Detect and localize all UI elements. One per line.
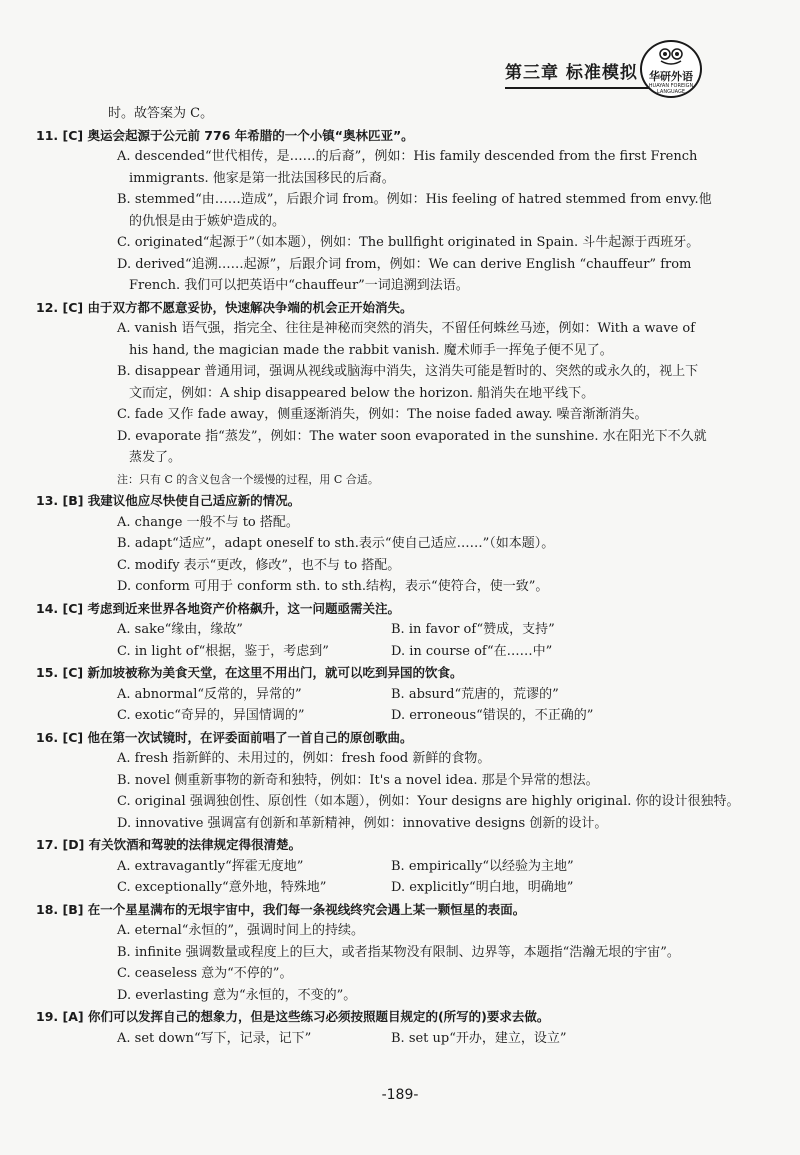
q16-option-c: C. original 强调独创性、原创性（如本题），例如：Your designs are highly original. 你的设计很独特。 (117, 794, 740, 809)
q14-options-row-1 (0, 619, 800, 641)
q12-note: 注：只有 C 的含义包含一个缓慢的过程，用 C 合适。 (117, 472, 379, 486)
page-number: -189- (381, 1087, 419, 1103)
q14-option-d: D. in course of“在……中” (391, 643, 553, 659)
q11-option-a-cont: immigrants. 他家是第一批法国移民的后裔。 (129, 170, 395, 186)
question-14-title: 14. [C] 考虑到近来世界各地资产价格飙升，这一问题亟需关注。 (36, 600, 400, 616)
q12-option-d-cont: 蒸发了。 (129, 450, 182, 465)
q18-option-d: D. everlasting 意为“永恒的，不变的”。 (117, 987, 357, 1003)
answer-explanations (0, 103, 800, 1049)
q16-option-d: D. innovative 强调富有创新和革新精神，例如：innovative designs 创新的设计。 (117, 815, 608, 831)
q15-option-a: A. abnormal“反常的，异常的” (117, 686, 302, 702)
q18-option-b: B. infinite 强调数量或程度上的巨大，或者指某物没有限制、边界等，本题指“浩瀚无垠的宇宙”。 (117, 944, 680, 960)
chapter-title: 第三章 标准模拟 (505, 63, 638, 83)
q13-option-a: A. change 一般不与 to 搭配。 (117, 514, 299, 530)
q11-option-c: C. originated“起源于”（如本题），例如：The bullfight originated in Spain. 斗牛起源于西班牙。 (117, 235, 700, 250)
logo-text: 华研外语 (649, 70, 693, 83)
q16-option-b: B. novel 侧重新事物的新奇和独特，例如：It's a novel idea. 那是个异常的想法。 (117, 772, 599, 788)
publisher-logo (640, 40, 702, 98)
q11-option-d-cont: French. 我们可以把英语中“chauffeur”一词追溯到法语。 (129, 278, 469, 293)
q19-option-a: A. set down“写下，记录，记下” (117, 1030, 312, 1046)
question-18-title: 18. [B] 在一个星星满布的无垠宇宙中，我们每一条视线终究会遇上某一颗恒星的表面。 (36, 901, 526, 917)
question-12-title: 12. [C] 由于双方都不愿意妥协，快速解决争端的机会正开始消失。 (36, 299, 413, 315)
q19-option-b: B. set up“开办，建立，设立” (391, 1030, 567, 1046)
q12-option-a-cont: his hand, the magician made the rabbit vanish. 魔术师手一挥兔子便不见了。 (129, 342, 613, 358)
q12-option-b-cont: 文而定，例如：A ship disappeared below the horizon. 船消失在地平线下。 (129, 385, 595, 401)
q11-option-d: D. derived“追溯……起源”，后跟介词 from，例如：We can derive English “chauffeur” from (117, 256, 692, 272)
q11-option-b: B. stemmed“由……造成”，后跟介词 from。例如：His feeling of hatred stemmed from envy.他 (117, 192, 712, 207)
q17-option-d: D. explicitly“明白地，明确地” (391, 880, 574, 895)
q13-option-b: B. adapt“适应”，adapt oneself to sth.表示“使自己适应……”（如本题）。 (117, 536, 555, 551)
q13-option-c: C. modify 表示“更改，修改”，也不与 to 搭配。 (117, 557, 401, 573)
q13-option-d: D. conform 可用于 conform sth. to sth.结构，表示“使符合，使一致”。 (117, 579, 549, 594)
question-16-title: 16. [C] 他在第一次试镜时，在评委面前唱了一首自己的原创歌曲。 (36, 729, 413, 745)
q15-option-d: D. erroneous“错误的，不正确的” (391, 708, 594, 723)
q14-option-b: B. in favor of“赞成，支持” (391, 622, 555, 637)
q11-option-b-cont: 的仇恨是由于嫉妒造成的。 (129, 213, 286, 229)
q17-options-row-1 (0, 856, 800, 878)
question-13-title: 13. [B] 我建议他应尽快使自己适应新的情况。 (36, 493, 301, 508)
logo-subtext: HUAYAN FOREIGN LANGUAGE (648, 83, 694, 95)
q18-option-a: A. eternal“永恒的”，强调时间上的持续。 (117, 923, 365, 938)
q14-options-row-2 (0, 641, 800, 663)
q12-option-b: B. disappear 普通用词，强调从视线或脑海中消失，这消失可能是暂时的、突然的或永久的，视上下 (117, 364, 699, 379)
q15-option-b: B. absurd“荒唐的，荒谬的” (391, 686, 559, 702)
q18-option-c: C. ceaseless 意为“不停的”。 (117, 966, 293, 981)
question-17-title: 17. [D] 有关饮酒和驾驶的法律规定得很清楚。 (36, 837, 302, 852)
question-19-title: 19. [A] 你们可以发挥自己的想象力，但是这些练习必须按照题目规定的(所写的)要求去做。 (36, 1009, 550, 1024)
continuation-line: 时。故答案为 C。 (108, 106, 214, 121)
question-15-title: 15. [C] 新加坡被称为美食天堂，在这里不用出门，就可以吃到异国的饮食。 (36, 665, 463, 680)
q15-options-row-2 (0, 705, 800, 727)
q15-option-c: C. exotic“奇异的，异国情调的” (117, 708, 305, 723)
question-11-title: 11. [C] 奥运会起源于公元前 776 年希腊的一个小镇“奥林匹亚”。 (36, 127, 414, 143)
q11-option-a: A. descended“世代相传，是……的后裔”，例如：His family descended from the first French (117, 149, 698, 164)
q17-option-a: A. extravagantly“挥霍无度地” (117, 858, 304, 874)
q17-option-b: B. empirically“以经验为主地” (391, 858, 574, 874)
q15-options-row-1 (0, 684, 800, 706)
q12-option-a: A. vanish 语气强，指完全、往往是神秘而突然的消失，不留任何蛛丝马迹，例如：With a wave of (117, 321, 696, 336)
q17-options-row-2 (0, 877, 800, 899)
frog-mascot-icon (658, 48, 684, 66)
q12-option-c: C. fade 又作 fade away，侧重逐渐消失，例如：The noise faded away. 噪音渐渐消失。 (117, 407, 648, 422)
q14-option-c: C. in light of“根据，鉴于，考虑到” (117, 643, 329, 659)
q12-option-d: D. evaporate 指“蒸发”，例如：The water soon evaporated in the sunshine. 水在阳光下不久就 (117, 428, 707, 444)
q16-option-a: A. fresh 指新鲜的、未用过的，例如：fresh food 新鲜的食物。 (117, 751, 491, 766)
q17-option-c: C. exceptionally“意外地，特殊地” (117, 880, 327, 895)
q14-option-a: A. sake“缘由，缘故” (117, 622, 243, 637)
q19-options-row-1 (0, 1028, 800, 1050)
